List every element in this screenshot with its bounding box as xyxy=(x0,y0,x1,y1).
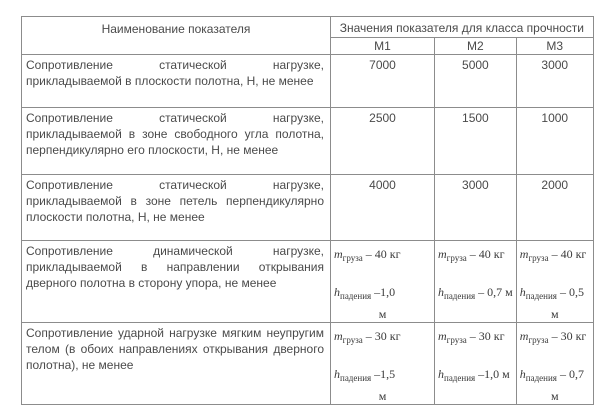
table-row xyxy=(22,55,594,108)
formula-cell: $m_{груза} - 40$ кг $h_{падения} - 0,7$ м xyxy=(435,241,517,323)
header-class-m3: М3 xyxy=(516,38,593,55)
table-row xyxy=(22,241,594,323)
value-cell: 1000 xyxy=(516,108,593,175)
row-name: Сопротивление ударной нагрузке мягким неупругим телом (в обоих направлениях открывания дверного полотна), не менее xyxy=(22,323,331,405)
formula-cell: $m_{груза} - 30$ кг $h_{падения}$ –1,0 м xyxy=(435,323,517,405)
value-cell: 3000 xyxy=(516,55,593,108)
row-name: Сопротивление статической нагрузке, прикладываемой в зоне свободного угла полотна, перпендикулярно его плоскости, Н, не менее xyxy=(22,108,331,175)
table-row xyxy=(22,323,594,405)
table-row xyxy=(22,175,594,241)
header-class-m1: М1 xyxy=(331,38,435,55)
row-name: Сопротивление динамической нагрузке, прикладываемой в направлении открывания дверного полотна в сторону упора, не менее xyxy=(22,241,331,323)
formula-cell: $m_{груза} - 30$ кг $h_{падения}$ –1,5 м xyxy=(331,323,435,405)
header-class-m2: М2 xyxy=(435,38,517,55)
strength-table xyxy=(21,16,594,405)
value-cell: 5000 xyxy=(435,55,517,108)
formula-cell: $m_{груза} - 40$ кг $h_{падения}$ –1,0 м xyxy=(331,241,435,323)
value-cell: 2000 xyxy=(516,175,593,241)
header-values-column: Значения показателя для класса прочности xyxy=(331,17,594,38)
row-name: Сопротивление статической нагрузке, прикладываемой в зоне петель перпендикулярно плоскости полотна, Н, не менее xyxy=(22,175,331,241)
value-cell: 2500 xyxy=(331,108,435,175)
formula-cell: $m_{груза} - 30$ кг $h_{падения} - 0,7$ м xyxy=(516,323,593,405)
table-row xyxy=(22,108,594,175)
value-cell: 7000 xyxy=(331,55,435,108)
value-cell: 1500 xyxy=(435,108,517,175)
row-name: Сопротивление статической нагрузке, прикладываемой в плоскости полотна, Н, не менее xyxy=(22,55,331,108)
formula-cell: $m_{груза} - 40$ кг $h_{падения} - 0,5$ м xyxy=(516,241,593,323)
value-cell: 4000 xyxy=(331,175,435,241)
header-name-column: Наименование показателя xyxy=(22,17,331,55)
value-cell: 3000 xyxy=(435,175,517,241)
